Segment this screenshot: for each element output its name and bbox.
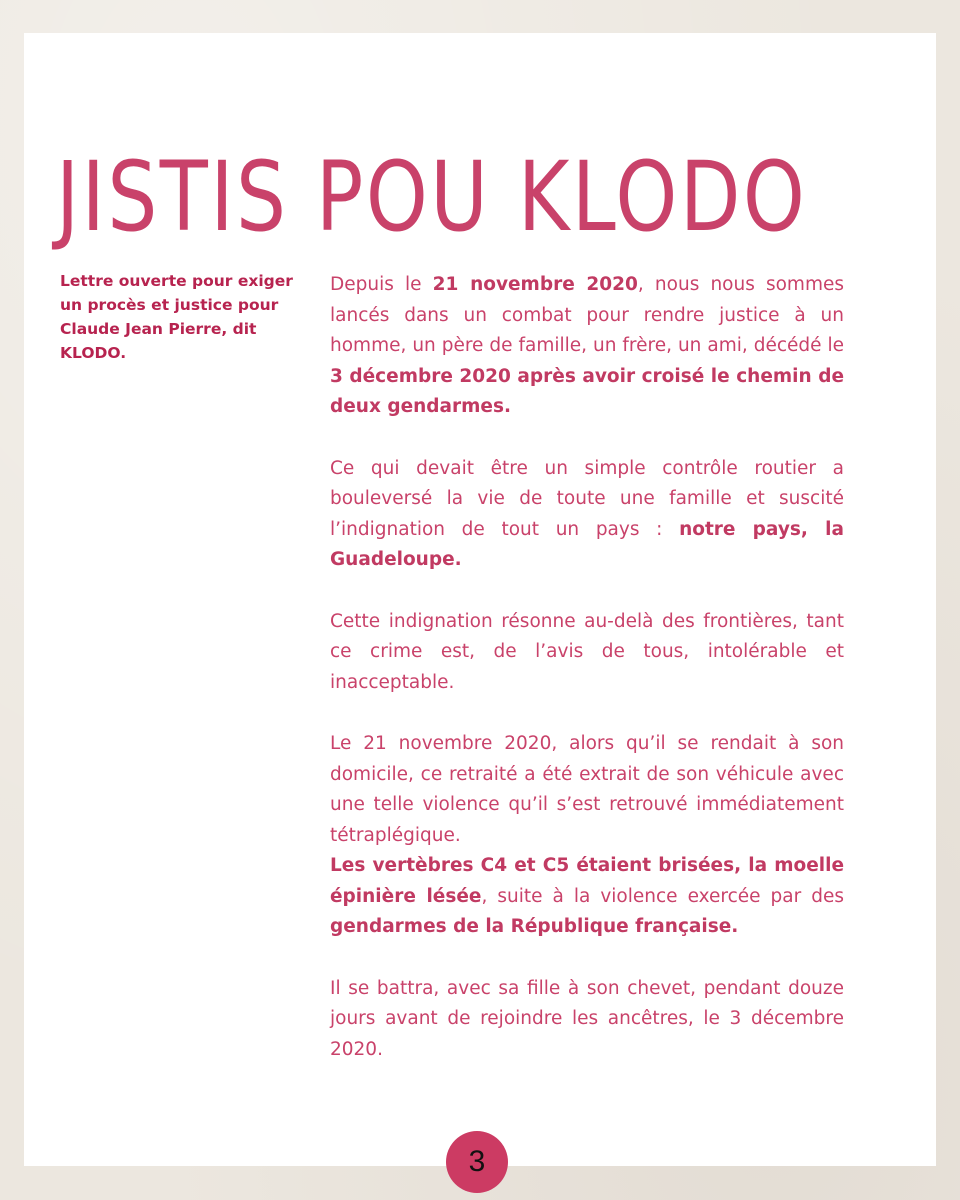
paragraph-1-text-a: Depuis le xyxy=(330,274,433,295)
paragraph-5-text: , suite à la violence exercée par des xyxy=(481,885,844,907)
paragraph-5-bold-injury: Les vertèbres C4 et C5 étaient brisées, la moelle épinière lésée xyxy=(330,855,844,907)
letter-body xyxy=(330,270,844,1096)
paragraph-2 xyxy=(330,454,844,576)
paragraph-1-text-b: , nous nous sommes lancés dans un combat pour rendre justice à un homme, un père de famille, un frère, un ami, décédé le xyxy=(330,274,844,356)
paragraph-2-text: Ce qui devait être un simple contrôle routier a bouleversé la vie de toute une famille et suscité l’indignation de tout un pays : xyxy=(330,457,844,540)
paragraph-1 xyxy=(330,270,844,423)
paragraph-6-text: Il se battra, avec sa fille à son chevet, pendant douze jours avant de rejoindre les ancêtres, le 3 décembre 2020. xyxy=(330,977,844,1060)
paragraph-1-bold-date: 21 novembre 2020 xyxy=(432,274,638,295)
paragraph-4-text: Le 21 novembre 2020, alors qu’il se rendait à son domicile, ce retraité a été extrait de son véhicule avec une telle violence qu’il s’est retrouvé immédiatement tétraplégique. xyxy=(330,733,844,846)
paragraph-5 xyxy=(330,851,844,943)
lede-text: Lettre ouverte pour exiger un procès et justice pour Claude Jean Pierre, dit KLODO. xyxy=(60,272,293,362)
page-number-badge: 3 xyxy=(446,1131,508,1193)
paragraph-1-bold-death: 3 décembre 2020 après avoir croisé le chemin de deux gendarmes. xyxy=(330,365,844,417)
paragraph-5-bold-gendarmes: gendarmes de la République française. xyxy=(330,916,739,937)
paragraph-4 xyxy=(330,729,844,851)
paragraph-3-text: Cette indignation résonne au-delà des frontières, tant ce crime est, de l’avis de tous, intolérable et inacceptable. xyxy=(330,610,844,693)
paragraph-3 xyxy=(330,607,844,699)
paragraph-2-bold-country: notre pays, la Guadeloupe. xyxy=(330,518,844,570)
paragraph-6 xyxy=(330,974,844,1066)
page-title: JISTIS POU KLODO xyxy=(56,141,808,253)
